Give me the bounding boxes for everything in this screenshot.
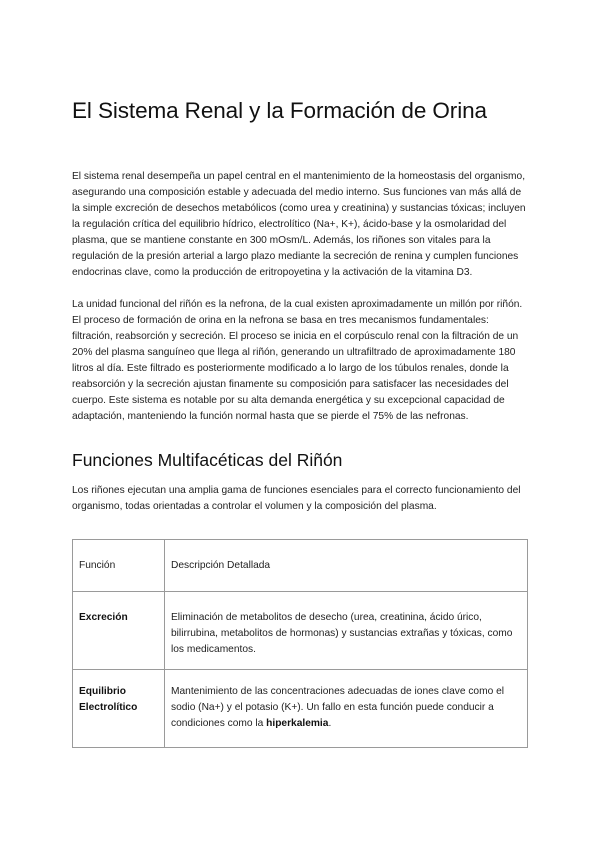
table-header-description: Descripción Detallada [165, 540, 528, 592]
table-row [73, 592, 528, 670]
table-cell-function [73, 592, 165, 670]
functions-table [72, 539, 528, 748]
table-cell-description: Eliminación de metabolitos de desecho (urea, creatinina, ácido úrico, bilirrubina, metabolitos de hormonas) y sustancias extrañas y tóxicas, como los medicamentos. [165, 592, 528, 670]
table-cell-function [73, 670, 165, 748]
table-header-row [73, 540, 528, 592]
function-name-equilibrio: Equilibrio Electrolítico [79, 686, 138, 713]
table-row [73, 670, 528, 748]
functions-intro-paragraph: Los riñones ejecutan una amplia gama de funciones esenciales para el correcto funcionamiento del organismo, todas orientadas a controlar el volumen y la composición del plasma. [72, 485, 521, 512]
table-header-function: Función [73, 540, 165, 592]
nephron-paragraph: La unidad funcional del riñón es la nefrona, de la cual existen aproximadamente un millón por riñón. El proceso de formación de orina en la nefrona se basa en tres mecanismos fundamentales: filtración, reabsorción y secreción. El proceso se inicia en el corpúsculo renal con la filtración de un 20% del plasma sanguíneo que llega al riñón, generando un ultrafiltrado de aproximadamente 180 litros al día. Este filtrado es posteriormente modificado a lo largo de los túbulos renales, donde la reabsorción y la secreción ajustan finamente su composición para satisfacer las necesidades del cuerpo. Este sistema es notable por su alta demanda energética y su excepcional capacidad de adaptación, manteniendo la función normal hasta que se pierde el 75% de las nefronas. [72, 299, 523, 422]
function-name-excrecion: Excreción [79, 612, 128, 623]
description-text: Mantenimiento de las concentraciones adecuadas de iones clave como el sodio (Na+) y el potasio (K+). Un fallo en esta función puede conducir a condiciones como la [171, 686, 504, 729]
intro-paragraph: El sistema renal desempeña un papel central en el mantenimiento de la homeostasis del organismo, asegurando una composición estable y adecuada del medio interno. Sus funciones van más allá de la simple excreción de desechos metabólicos (como urea y creatinina) y sustancias tóxicas; incluyen la regulación crítica del equilibrio hídrico, electrolítico (Na+, K+), ácido-base y la osmolaridad del plasma, que se mantiene constante en 300 mOsm/L. Además, los riñones son vitales para la regulación de la presión arterial a largo plazo mediante la secreción de renina y cumplen funciones endocrinas clave, como la producción de eritropoyetina y la activación de la vitamina D3. [72, 171, 526, 278]
section-heading: Funciones Multifacéticas del Riñón [72, 450, 343, 470]
page-title: El Sistema Renal y la Formación de Orina [72, 98, 487, 123]
description-bold-term: hiperkalemia [266, 718, 329, 729]
table-cell-description [165, 670, 528, 748]
description-end: . [328, 718, 332, 729]
